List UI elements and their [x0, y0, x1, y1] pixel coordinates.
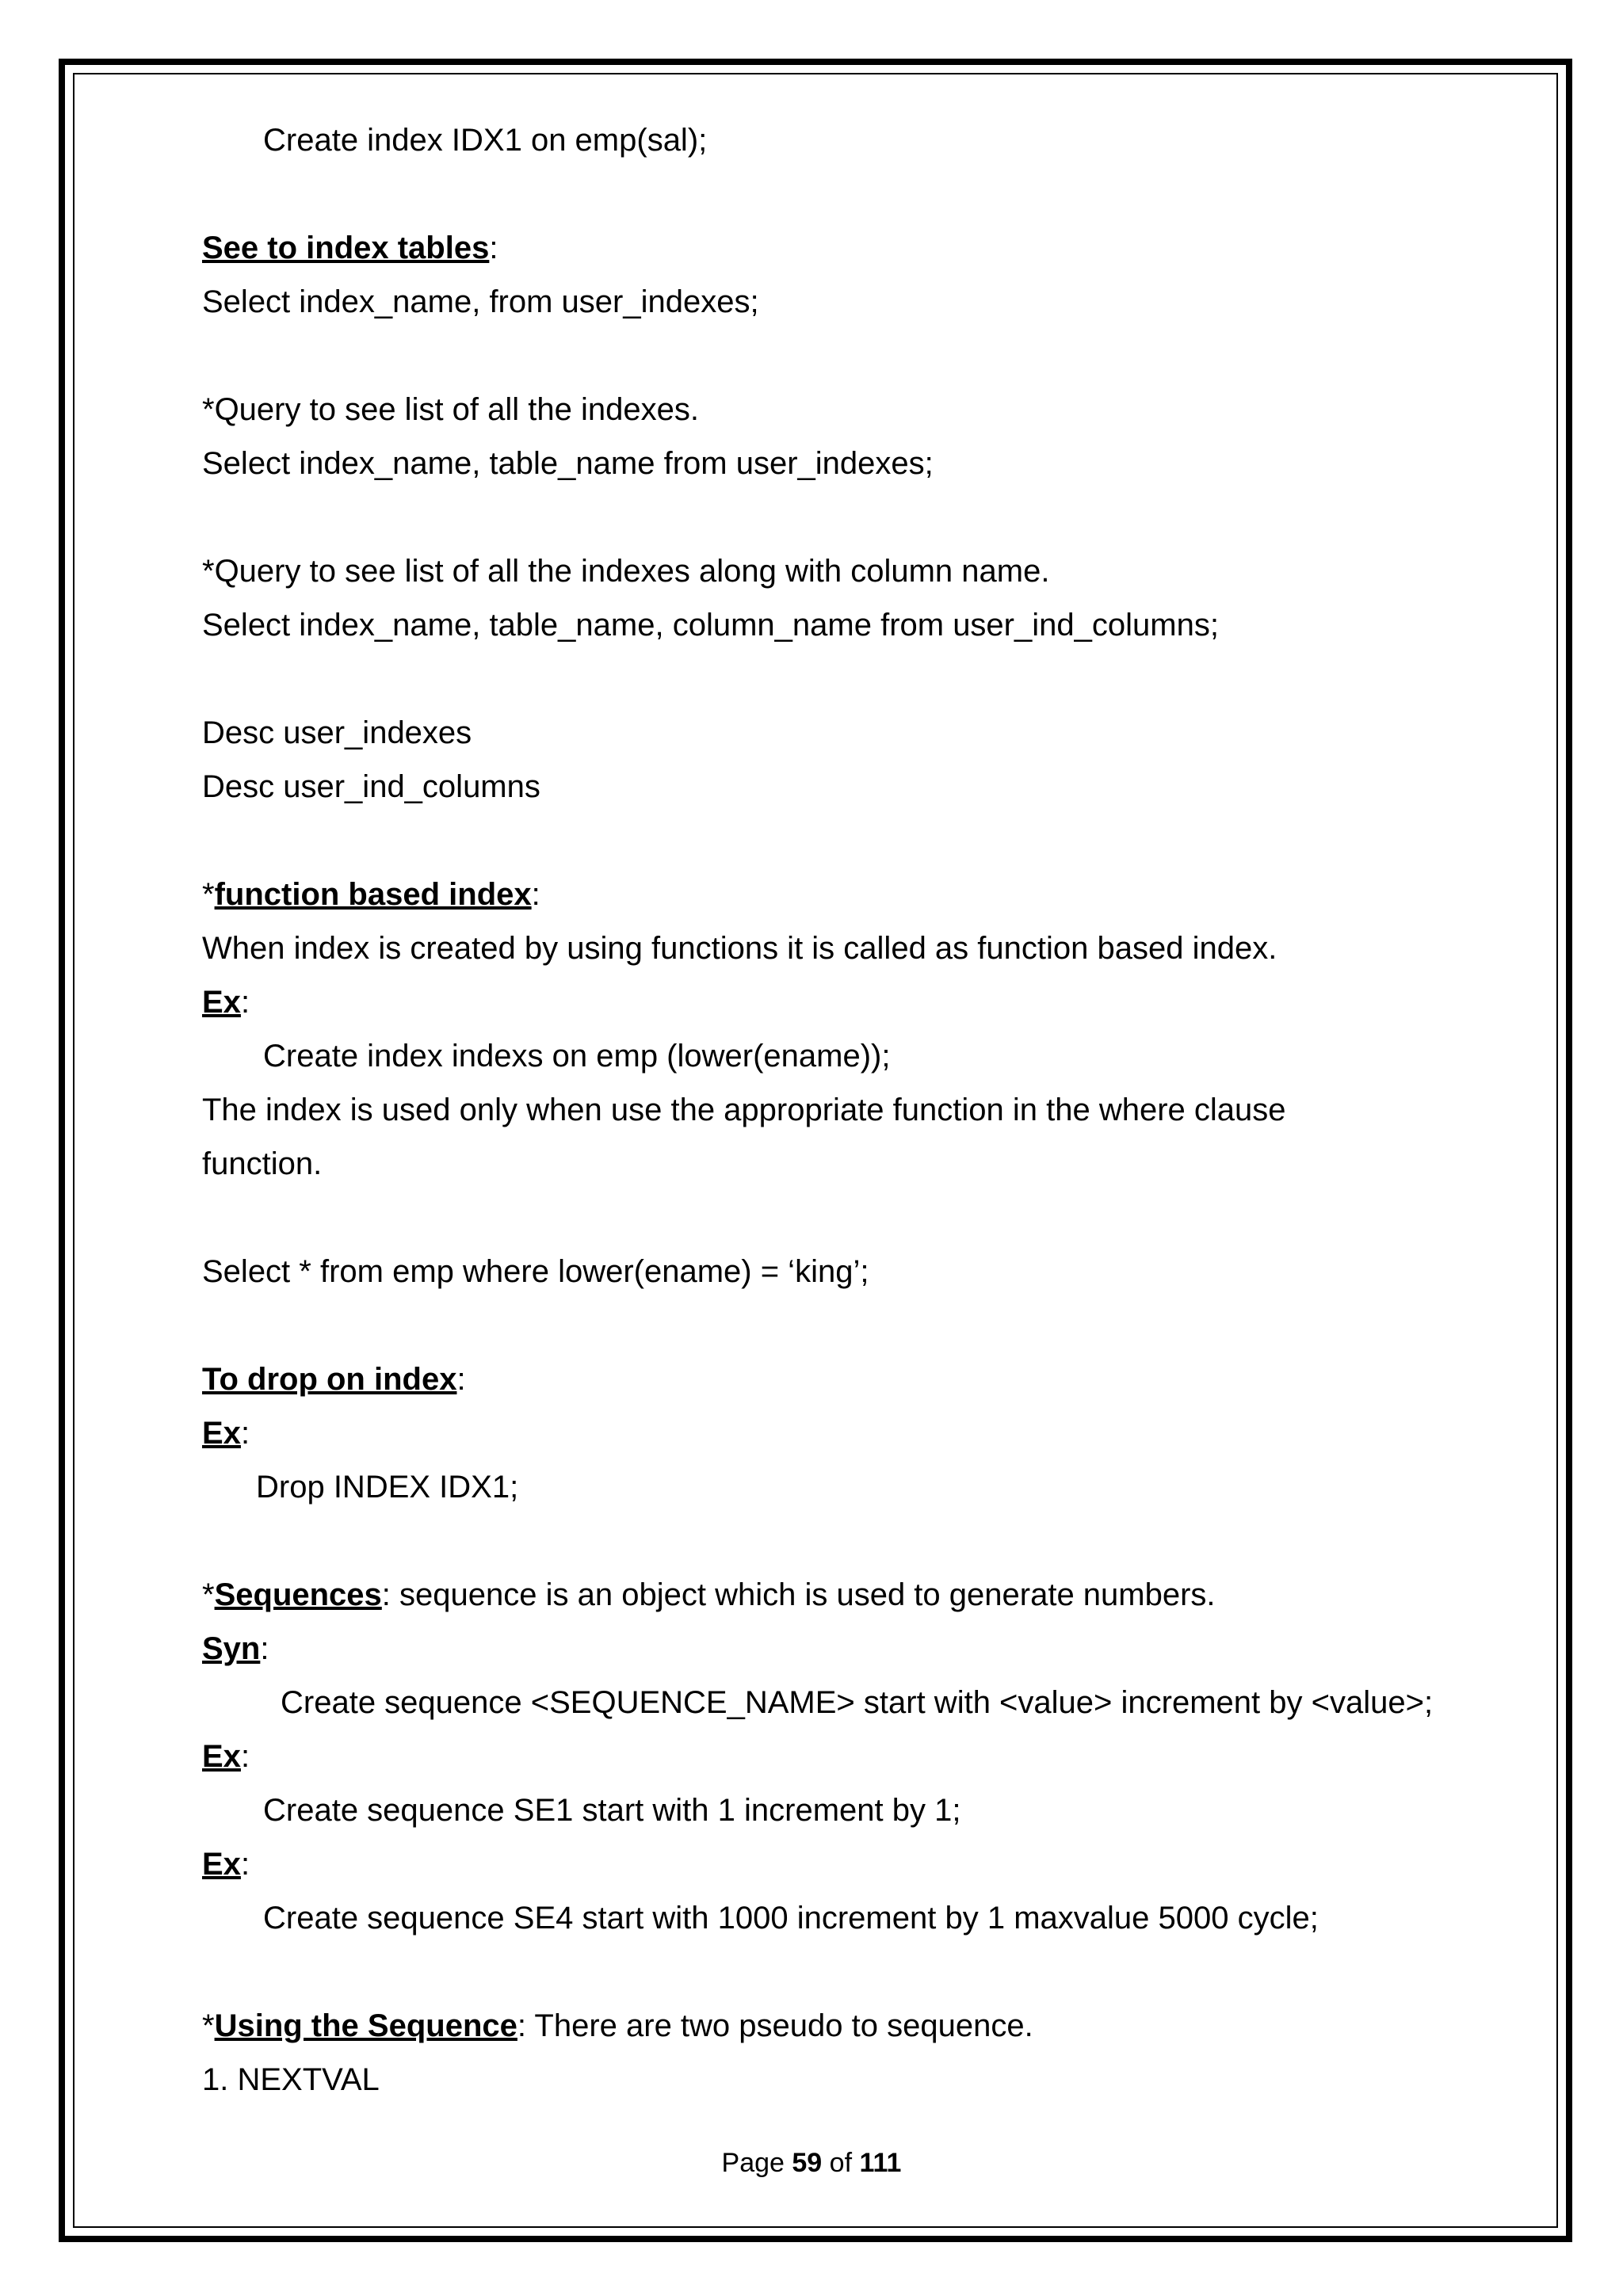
text-function-index-definition: When index is created by using functions it is called as function based index. — [202, 931, 1277, 966]
text-query-list-indexes: *Query to see list of all the indexes. — [202, 392, 699, 427]
text-query-list-columns: *Query to see list of all the indexes along with column name. — [202, 554, 1050, 589]
code-line-create-sequence-se1: Create sequence SE1 start with 1 increment by 1; — [263, 1793, 961, 1828]
code-line-select-lower-ename: Select * from emp where lower(ename) = ‘king’; — [202, 1254, 869, 1289]
heading-text: function based index — [214, 877, 532, 912]
code-line-desc-indexes: Desc user_indexes — [202, 715, 472, 750]
code-line-create-index: Create index IDX1 on emp(sal); — [263, 123, 708, 158]
heading-text: Using the Sequence — [214, 2008, 517, 2043]
code-line-drop-index: Drop INDEX IDX1; — [256, 1470, 519, 1505]
text-index-usage: The index is used only when use the appropriate function in the where clause — [202, 1093, 1286, 1127]
code-line-select-ind-columns: Select index_name, table_name, column_name from user_ind_columns; — [202, 608, 1219, 643]
code-line-sequence-syntax: Create sequence <SEQUENCE_NAME> start with <value> increment by <value>; — [281, 1685, 1434, 1720]
heading-drop-index: To drop on index: — [202, 1362, 466, 1397]
heading-function-based-index: *function based index: — [202, 877, 540, 912]
list-item-nextval: 1. NEXTVAL — [202, 2062, 380, 2097]
label-example: Ex: — [202, 1416, 250, 1451]
label-example: Ex: — [202, 1847, 250, 1882]
heading-sequences: *Sequences: sequence is an object which is used to generate numbers. — [202, 1577, 1216, 1612]
code-line-create-sequence-se4: Create sequence SE4 start with 1000 increment by 1 maxvalue 5000 cycle; — [263, 1901, 1319, 1936]
label-syntax: Syn: — [202, 1631, 269, 1666]
text-index-usage-cont: function. — [202, 1146, 323, 1181]
heading-see-index-tables: See to index tables: — [202, 231, 498, 265]
code-line-desc-ind-columns: Desc user_ind_columns — [202, 769, 540, 804]
footer-page-word: Page — [721, 2148, 785, 2178]
footer-of-word: of — [829, 2148, 853, 2178]
label-example: Ex: — [202, 1739, 250, 1774]
document-body — [202, 113, 1549, 2107]
footer-total-pages: 111 — [859, 2148, 902, 2178]
heading-text: Sequences — [214, 1577, 382, 1612]
heading-text: To drop on index — [202, 1362, 457, 1397]
heading-using-sequence: *Using the Sequence: There are two pseudo to sequence. — [202, 2008, 1033, 2043]
footer-page-number: 59 — [792, 2148, 823, 2178]
label-example: Ex: — [202, 985, 250, 1020]
code-line-select-index-name: Select index_name, from user_indexes; — [202, 284, 759, 319]
code-line-create-index-lower: Create index indexs on emp (lower(ename)); — [263, 1039, 891, 1074]
page-footer — [0, 2144, 1623, 2182]
heading-text: See to index tables — [202, 231, 490, 265]
code-line-select-index-table: Select index_name, table_name from user_indexes; — [202, 446, 934, 481]
